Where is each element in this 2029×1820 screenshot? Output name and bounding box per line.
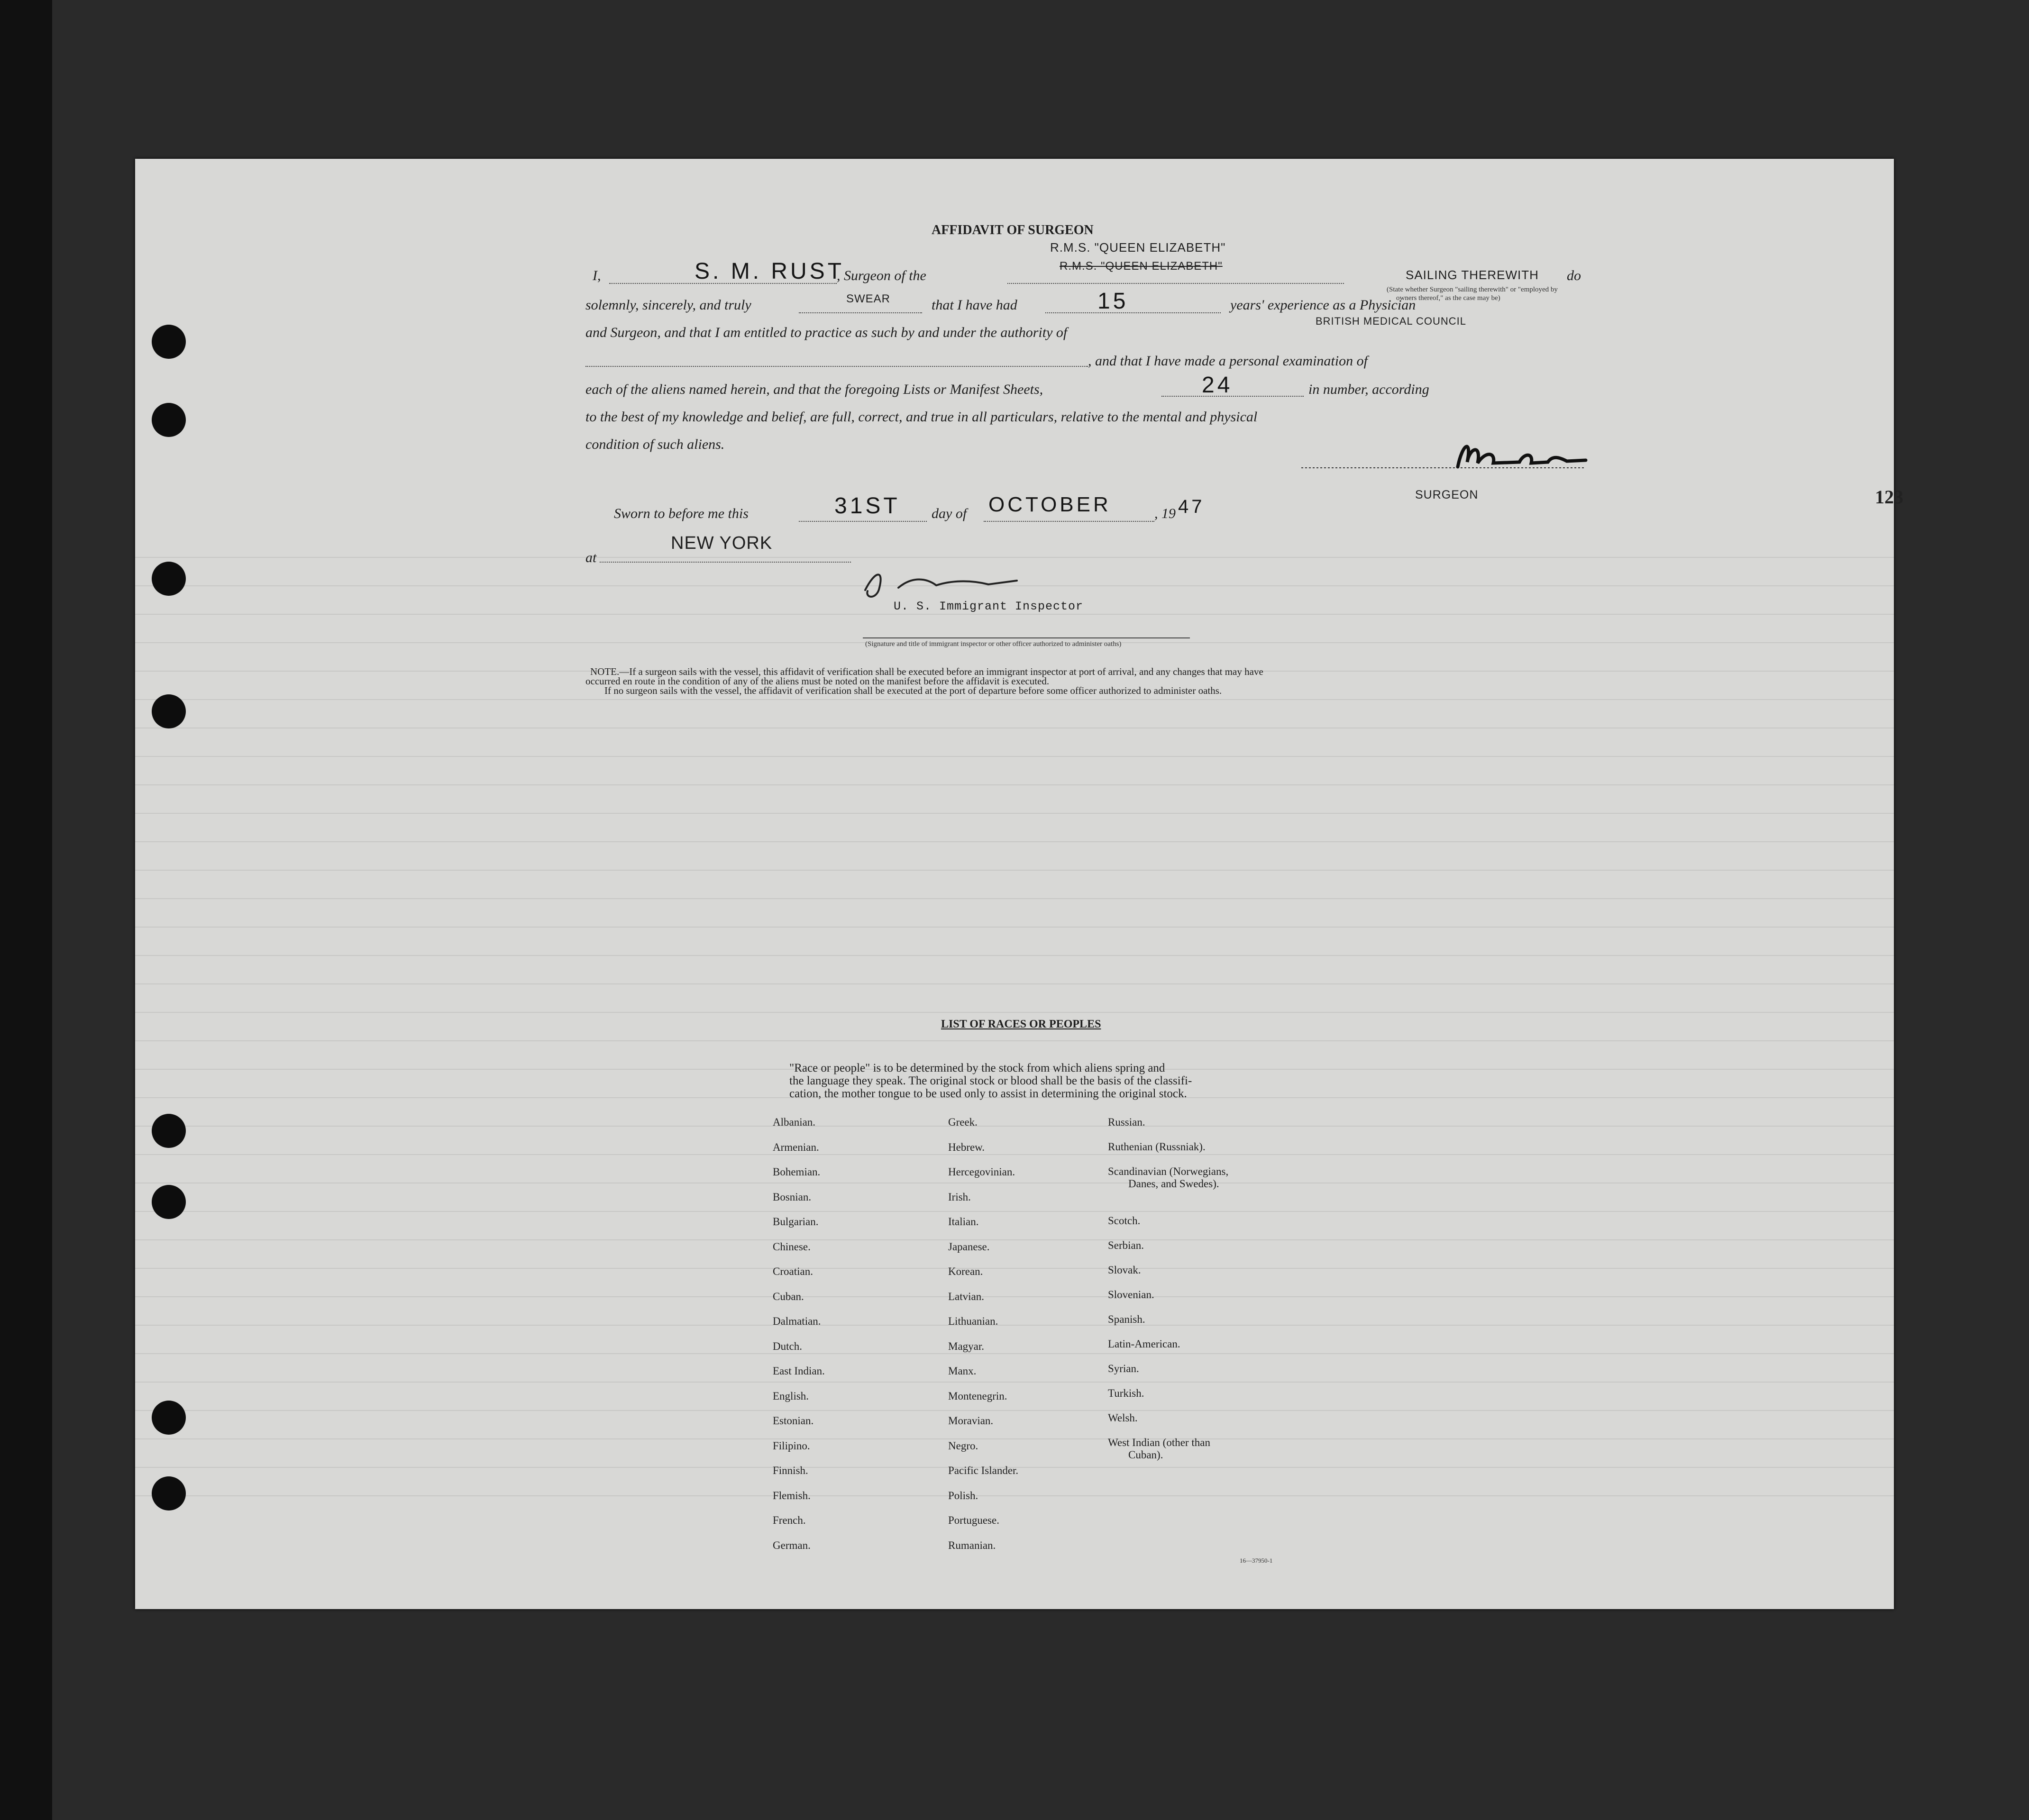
race-entry: Dalmatian. xyxy=(773,1315,821,1327)
race-entry: Montenegrin. xyxy=(948,1390,1007,1402)
race-entry: Chinese. xyxy=(773,1240,811,1253)
ghost-row xyxy=(135,784,1894,785)
race-entry: French. xyxy=(773,1514,806,1526)
affidavit-title: AFFIDAVIT OF SURGEON xyxy=(932,223,1094,237)
race-entry: Scandinavian (Norwegians, xyxy=(1108,1165,1229,1177)
race-entry: Korean. xyxy=(948,1265,983,1277)
line4-suffix: , and that I have made a personal examination of xyxy=(1088,353,1368,369)
page-number: 123 xyxy=(1875,486,1903,508)
race-entry: Slovenian. xyxy=(1108,1289,1154,1301)
race-entry: Italian. xyxy=(948,1216,979,1228)
race-entry: Dutch. xyxy=(773,1340,802,1352)
race-entry: Rumanian. xyxy=(948,1539,996,1551)
ghost-row xyxy=(135,1325,1894,1326)
ghost-row xyxy=(135,955,1894,956)
ghost-row xyxy=(135,614,1894,615)
ghost-row xyxy=(135,898,1894,899)
line5-suffix: in number, according xyxy=(1308,382,1429,397)
form-code: 16—37950-1 xyxy=(1240,1557,1273,1564)
punch-hole xyxy=(152,1401,186,1435)
sailing-therewith: SAILING THEREWITH xyxy=(1406,268,1539,282)
race-entry: Hercegovinian. xyxy=(948,1166,1015,1178)
ghost-row xyxy=(135,841,1894,842)
sworn-prefix: Sworn to before me this xyxy=(614,506,749,521)
race-entry: Slovak. xyxy=(1108,1264,1141,1276)
punch-hole xyxy=(152,325,186,359)
race-entry: Manx. xyxy=(948,1365,977,1377)
inspector-caption: (Signature and title of immigrant inspector or other officer authorized to administer oaths) xyxy=(865,640,1122,648)
ghost-row xyxy=(135,699,1894,700)
ghost-row xyxy=(135,870,1894,871)
race-entry: Russian. xyxy=(1108,1116,1145,1128)
race-entry: Scotch. xyxy=(1108,1215,1141,1227)
place-line xyxy=(600,562,851,563)
ghost-row xyxy=(135,813,1894,814)
punch-hole xyxy=(152,1476,186,1511)
ghost-row xyxy=(135,1040,1894,1041)
ghost-row xyxy=(135,756,1894,757)
inspector-line xyxy=(863,637,1190,638)
ghost-row xyxy=(135,1211,1894,1212)
sworn-day-of: day of xyxy=(932,506,967,521)
race-entry: Greek. xyxy=(948,1116,978,1128)
years-line xyxy=(1045,312,1221,313)
inspector-title: U. S. Immigrant Inspector xyxy=(894,600,1084,613)
ghost-row xyxy=(135,1268,1894,1269)
race-entry: Turkish. xyxy=(1108,1387,1144,1399)
authority-line xyxy=(585,366,1088,367)
years-value: 15 xyxy=(1097,289,1129,314)
races-intro: cation, the mother tongue to be used only to assist in determining the original stock. xyxy=(789,1087,1187,1100)
line2-prefix: solemnly, sincerely, and truly xyxy=(585,297,751,313)
vessel-struck: R.M.S. "QUEEN ELIZABETH" xyxy=(1060,260,1223,273)
ghost-row xyxy=(135,1382,1894,1383)
race-entry: Polish. xyxy=(948,1489,978,1502)
vessel-typed: R.M.S. "QUEEN ELIZABETH" xyxy=(1050,240,1226,255)
punch-hole xyxy=(152,403,186,437)
punch-hole xyxy=(152,1185,186,1219)
race-entry: Croatian. xyxy=(773,1265,813,1277)
race-entry: Danes, and Swedes). xyxy=(1128,1178,1219,1190)
ghost-row xyxy=(135,927,1894,928)
race-entry: German. xyxy=(773,1539,811,1551)
sworn-month-line xyxy=(984,521,1154,522)
authority-value: BRITISH MEDICAL COUNCIL xyxy=(1316,315,1467,327)
ghost-row xyxy=(135,1239,1894,1240)
race-entry: Estonian. xyxy=(773,1415,814,1427)
race-entry: Welsh. xyxy=(1108,1412,1138,1424)
race-entry: Cuban. xyxy=(773,1290,804,1302)
inspector-signature xyxy=(846,562,1064,604)
race-entry: Bosnian. xyxy=(773,1191,812,1203)
ghost-row xyxy=(135,983,1894,984)
race-entry: Latvian. xyxy=(948,1290,984,1302)
race-entry: Spanish. xyxy=(1108,1313,1145,1325)
punch-hole xyxy=(152,694,186,728)
surgeon-label: SURGEON xyxy=(1415,488,1479,501)
line3-prefix: and Surgeon, and that I am entitled to practice as such by and under the authority of xyxy=(585,325,1068,340)
sheet-count: 24 xyxy=(1202,373,1233,398)
swear-line xyxy=(799,312,922,313)
race-entry: Pacific Islander. xyxy=(948,1465,1019,1476)
ghost-row xyxy=(135,1296,1894,1297)
line2-suffix: years' experience as a Physician xyxy=(1230,297,1416,313)
note-line: If no surgeon sails with the vessel, the affidavit of verification shall be executed at the port of departure before some officer authorized to administer oaths. xyxy=(604,685,1222,696)
ghost-row xyxy=(135,1154,1894,1155)
manifest-sheet xyxy=(135,159,1903,1609)
race-entry: Portuguese. xyxy=(948,1514,999,1526)
sworn-month: OCTOBER xyxy=(988,493,1111,516)
line7: condition of such aliens. xyxy=(585,437,725,452)
races-title: LIST OF RACES OR PEOPLES xyxy=(941,1018,1101,1030)
races-intro: "Race or people" is to be determined by the stock from which aliens spring and xyxy=(789,1062,1165,1074)
race-entry: Syrian. xyxy=(1108,1363,1139,1374)
sworn-day-line xyxy=(799,521,927,522)
race-entry: Albanian. xyxy=(773,1116,816,1128)
line2-mid: that I have had xyxy=(932,297,1017,313)
sworn-year: 47 xyxy=(1178,496,1205,517)
race-entry: Filipino. xyxy=(773,1439,810,1452)
punch-hole xyxy=(152,562,186,596)
race-entry: Serbian. xyxy=(1108,1239,1144,1251)
line1-do: do xyxy=(1567,268,1581,283)
race-entry: English. xyxy=(773,1390,809,1402)
sailing-note: (State whether Surgeon "sailing therewith" or "employed by xyxy=(1387,286,1558,293)
line5-prefix: each of the aliens named herein, and that the foregoing Lists or Manifest Sheets, xyxy=(585,382,1043,397)
sworn-year-prefix: , 19 xyxy=(1154,506,1176,521)
race-entry: Lithuanian. xyxy=(948,1315,998,1327)
race-entry: Ruthenian (Russniak). xyxy=(1108,1141,1206,1153)
race-entry: Irish. xyxy=(948,1191,971,1203)
note-line: occurred en route in the condition of any of the aliens must be noted on the manifest before the affidavit is executed. xyxy=(585,675,1050,687)
ghost-row xyxy=(135,557,1894,558)
race-entry: Magyar. xyxy=(948,1340,985,1352)
race-entry: Moravian. xyxy=(948,1415,994,1427)
film-edge xyxy=(0,0,52,1820)
vessel-line xyxy=(1007,283,1344,284)
race-entry: West Indian (other than xyxy=(1108,1437,1210,1448)
race-entry: East Indian. xyxy=(773,1365,825,1377)
ghost-row xyxy=(135,1126,1894,1127)
sailing-note: owners thereof," as the case may be) xyxy=(1396,294,1500,302)
race-entry: Cuban). xyxy=(1128,1449,1163,1461)
race-entry: Japanese. xyxy=(948,1240,990,1253)
line1-i: I, xyxy=(593,268,601,283)
surgeon-name: S. M. RUST xyxy=(695,259,845,284)
at-label: at xyxy=(585,550,597,565)
sworn-day: 31ST xyxy=(834,493,900,519)
race-entry: Bulgarian. xyxy=(773,1216,819,1228)
line1-surgeon-of: , Surgeon of the xyxy=(837,268,926,283)
line6: to the best of my knowledge and belief, are full, correct, and true in all particulars, relative to the mental and physical xyxy=(585,409,1258,425)
races-intro: the language they speak. The original stock or blood shall be the basis of the classifi- xyxy=(789,1074,1192,1087)
race-entry: Flemish. xyxy=(773,1489,811,1502)
place-value: NEW YORK xyxy=(671,533,773,553)
ghost-row xyxy=(135,1495,1894,1496)
race-entry: Armenian. xyxy=(773,1141,819,1153)
surgeon-signature xyxy=(1301,434,1595,491)
race-entry: Bohemian. xyxy=(773,1166,821,1178)
punch-hole xyxy=(152,1114,186,1148)
ghost-row xyxy=(135,1353,1894,1354)
race-entry: Hebrew. xyxy=(948,1141,985,1153)
ghost-row xyxy=(135,1438,1894,1439)
race-entry: Negro. xyxy=(948,1439,978,1452)
race-entry: Finnish. xyxy=(773,1465,808,1476)
ghost-row xyxy=(135,1012,1894,1013)
race-entry: Latin-American. xyxy=(1108,1338,1180,1350)
note-line: NOTE.—If a surgeon sails with the vessel, this affidavit of verification shall be executed before an immigrant inspector at port of arrival, and any changes that may have xyxy=(590,666,1263,677)
swear-word: SWEAR xyxy=(846,292,891,305)
ghost-row xyxy=(135,1410,1894,1411)
